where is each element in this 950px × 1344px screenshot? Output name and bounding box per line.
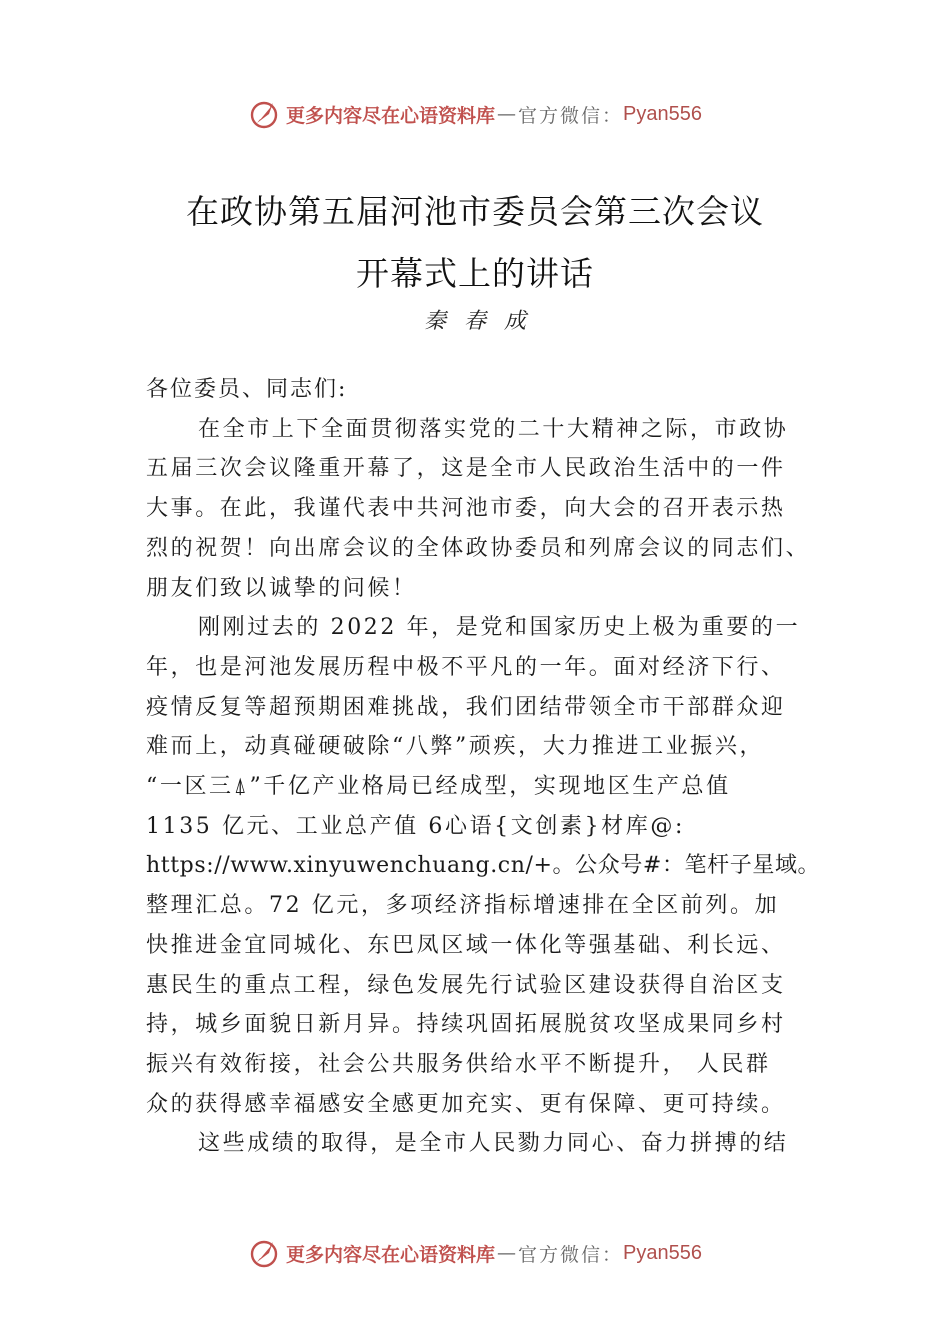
paragraph-line: 快推进金宜同城化、东巴凤区域一体化等强基础、利长远、 bbox=[146, 932, 786, 958]
paragraph-line: 整理汇总。72 亿元，多项经济指标增速排在全区前列。加 bbox=[146, 893, 780, 919]
paragraph-line: 这些成绩的取得，是全市人民勠力同心、奋力拼搏的结 bbox=[198, 1131, 789, 1157]
paragraph-line: 持，城乡面貌日新月异。持续巩固拓展脱贫攻坚成果同乡村 bbox=[146, 1012, 786, 1038]
paragraph-line: 年，也是河池发展历程中极不平凡的一年。面对经济下行、 bbox=[146, 654, 786, 680]
banner-text: 更多内容尽在心语资料库 bbox=[286, 104, 496, 127]
document-author: 秦春成 bbox=[423, 309, 544, 334]
paragraph-line: 大事。在此，我谨代表中共河池市委，向大会的召开表示热 bbox=[146, 496, 786, 522]
paragraph-2 bbox=[146, 608, 836, 1124]
paragraph-line: 五届三次会议隆重开幕了，这是全市人民政治生活中的一件 bbox=[146, 456, 786, 482]
banner-text: 更多内容尽在心语资料库 bbox=[286, 1243, 496, 1266]
footer-banner bbox=[0, 1233, 950, 1273]
paragraph-line: 刚刚过去的 2022 年，是党和国家历史上极为重要的一 bbox=[198, 615, 801, 641]
banner-wechat-label: 官方微信： bbox=[518, 1243, 624, 1266]
paragraph-line: 难而上，动真碰硬破除“八弊”顽疾，大力推进工业振兴， bbox=[146, 734, 765, 760]
paragraph-1 bbox=[146, 410, 836, 609]
quill-logo-icon bbox=[248, 1237, 280, 1269]
quill-logo-icon bbox=[248, 98, 280, 130]
header-banner bbox=[0, 94, 950, 134]
paragraph-line: 疫情反复等超预期困难挑战，我们团结带领全市干部群众迎 bbox=[146, 694, 786, 720]
paragraph-line: 朋友们致以诚挚的问候！ bbox=[146, 575, 417, 601]
paragraph-3 bbox=[146, 1124, 836, 1164]
document-title-line-1: 在政协第五届河池市委员会第三次会议 bbox=[186, 192, 764, 231]
document-body bbox=[146, 370, 836, 1164]
paragraph-line: 1135 亿元、工业总产值 6心语{文创素}材库@: bbox=[146, 813, 685, 839]
paragraph-line: 在全市上下全面贯彻落实党的二十大精神之际，市政协 bbox=[198, 416, 789, 442]
banner-separator: — bbox=[497, 1242, 517, 1264]
banner-wechat-id: Pyan556 bbox=[623, 102, 702, 125]
paragraph-line: “一区三⍋”千亿产业格局已经成型，实现地区生产总值 bbox=[146, 774, 731, 800]
salutation: 各位委员、同志们: bbox=[146, 377, 348, 402]
banner-wechat-label: 官方微信： bbox=[518, 104, 624, 127]
paragraph-line: https://www.xinyuwenchuang.cn/+。公众号#：笔杆子星域。 bbox=[146, 853, 821, 879]
document-title-line-2: 开幕式上的讲话 bbox=[356, 254, 594, 293]
banner-separator: — bbox=[497, 103, 517, 125]
paragraph-line: 惠民生的重点工程，绿色发展先行试验区建设获得自治区支 bbox=[146, 972, 786, 998]
paragraph-line: 振兴有效衔接，社会公共服务供给水平不断提升， 人民群 bbox=[146, 1051, 771, 1077]
paragraph-line: 烈的祝贺！向出席会议的全体政协委员和列席会议的同志们、 bbox=[146, 535, 811, 561]
paragraph-line: 众的获得感幸福感安全感更加充实、更有保障、更可持续。 bbox=[146, 1091, 786, 1117]
banner-wechat-id: Pyan556 bbox=[623, 1241, 702, 1264]
